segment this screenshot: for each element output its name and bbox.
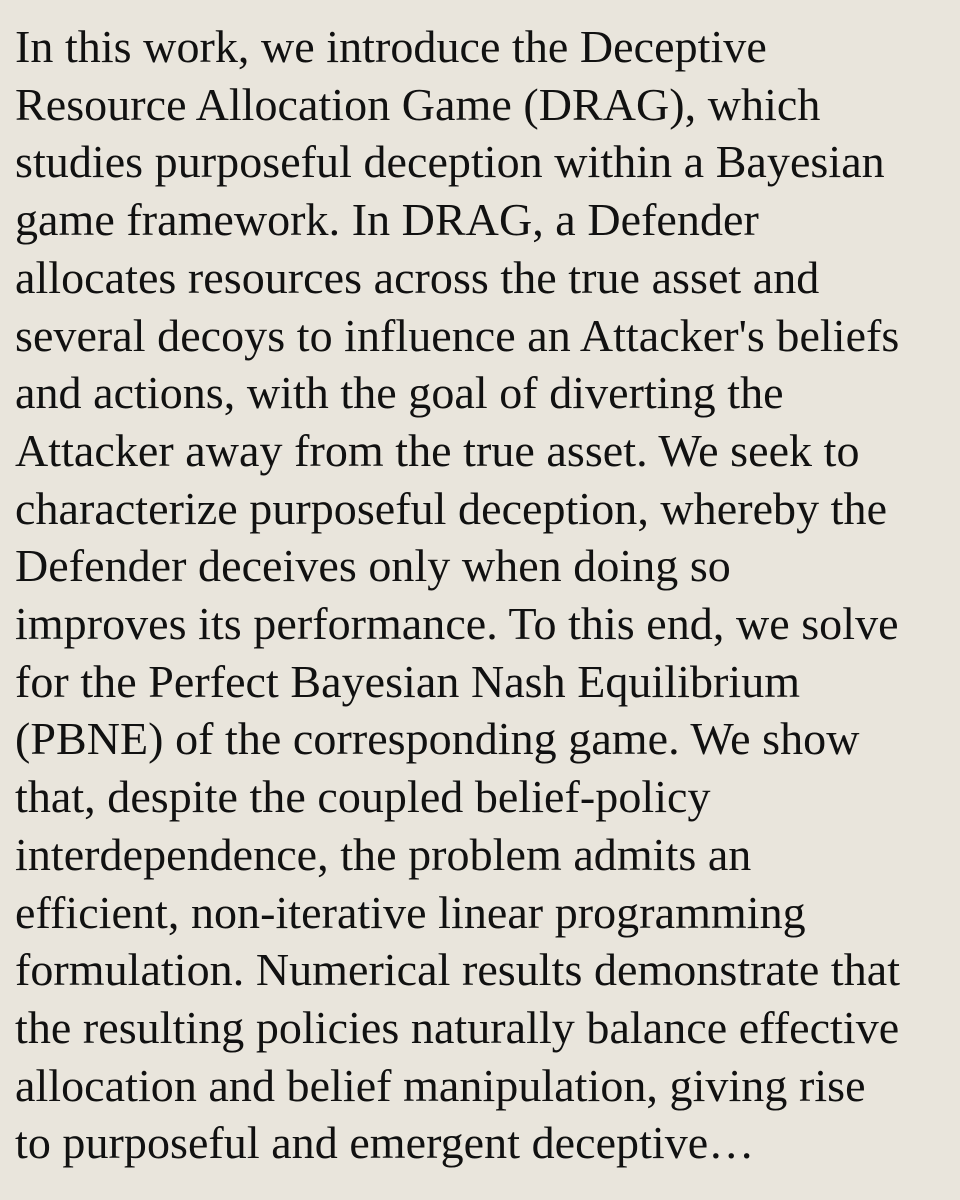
abstract-line-1: In this work, we introduce the Deceptive <box>15 21 767 72</box>
abstract-line-20: to purposeful and emergent deceptive… <box>15 1117 755 1169</box>
abstract-text-block <box>15 18 950 1172</box>
abstract-line-6: several decoys to influence an Attacker's beliefs <box>15 309 900 361</box>
abstract-line-2: Resource Allocation Game (DRAG), which <box>15 78 821 130</box>
abstract-line-13: (PBNE) of the corresponding game. We show <box>15 713 860 765</box>
abstract-line-4: game framework. In DRAG, a Defender <box>15 194 759 246</box>
abstract-line-11: improves its performance. To this end, we solve <box>15 598 899 650</box>
abstract-line-18: the resulting policies naturally balance effective <box>15 1001 900 1053</box>
abstract-line-16: efficient, non-iterative linear programming <box>15 886 806 938</box>
abstract-line-5: allocates resources across the true asset and <box>15 251 820 303</box>
abstract-line-8: Attacker away from the true asset. We seek to <box>15 424 860 476</box>
abstract-line-17: formulation. Numerical results demonstrate that <box>15 944 901 996</box>
abstract-line-7: and actions, with the goal of diverting the <box>15 367 784 419</box>
abstract-line-12: for the Perfect Bayesian Nash Equilibrium <box>15 655 801 707</box>
abstract-line-10: Defender deceives only when doing so <box>15 540 731 592</box>
abstract-line-9: characterize purposeful deception, whereby the <box>15 482 888 534</box>
abstract-line-19: allocation and belief manipulation, giving rise <box>15 1059 866 1111</box>
abstract-line-3: studies purposeful deception within a Bayesian <box>15 136 885 188</box>
abstract-line-15: interdependence, the problem admits an <box>15 828 752 880</box>
abstract-line-14: that, despite the coupled belief-policy <box>15 771 711 823</box>
